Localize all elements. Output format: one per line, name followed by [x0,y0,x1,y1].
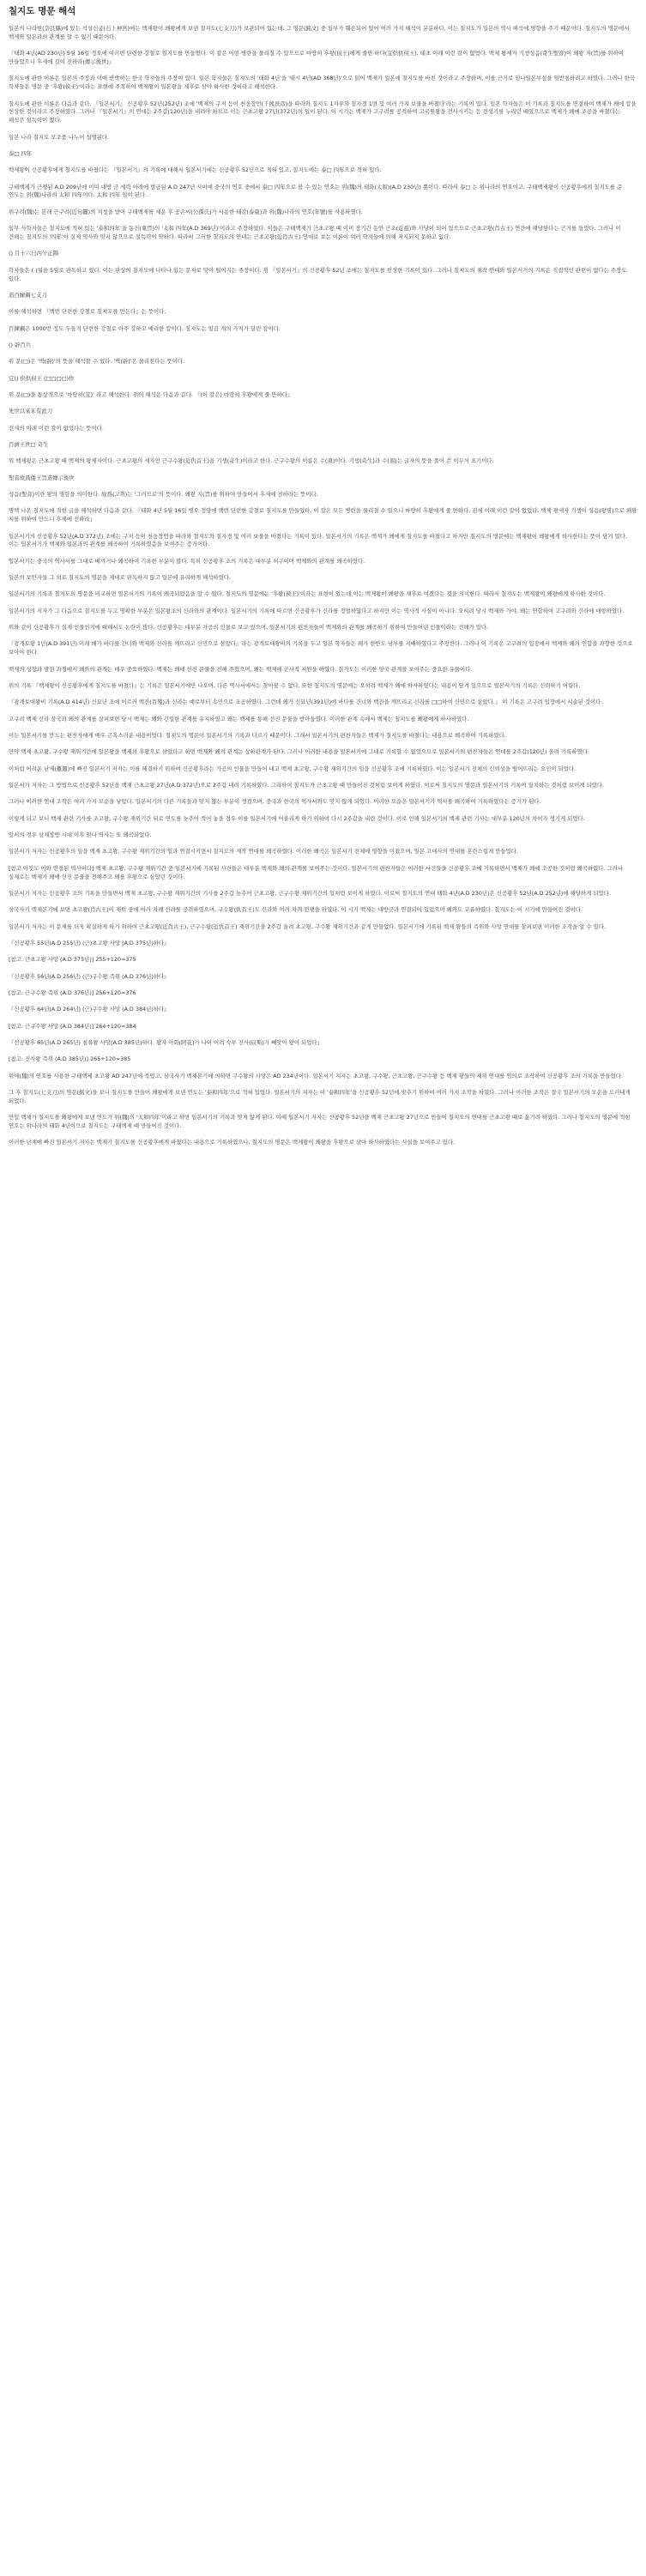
paragraph: [참고: 진사왕 즉위 (A.D 385년)] 265+120=385 [9,1055,131,1063]
paragraph: 고구려 백제 신라 삼국과 왜의 관계를 살펴보면 당시 백제는 왜와 긴밀한 관계를 유지하였고 왜는 백제를 통해 선진 문물을 받아들였다. 이러한 관계 속에서 백제는 칠지도를 왜왕에게 하사하였다. [9,715,469,723]
paragraph: 앞서의 경우 삼제장방 시대 이후 임나 역사는 또 왜곡되었다. [9,831,152,839]
paragraph: 先世以來未有此刀 [9,408,53,415]
paragraph: 위 백제왕은 근초고왕 때 백제의 왕세자이다. 근초고왕의 세자인 근구수왕(近仇首王)을 기생(奇生)이라고 한다. 근구수왕의 이름은 수(須)이다. 기생(奇生)과 수(須)는 글자의 뜻을 풀어 쓴 이두식 표기이다. [9,457,494,465]
paragraph: 이러한 난제에 빠진 일본서기 저자는 백제가 칠지도를 신공황후에게 바쳤다는 내용으로 기록하였으나, 칠지도의 명문은 백제왕이 왜왕을 후왕으로 삼아 하사하였다는 사실을 보여주고 있다. [9,1139,456,1146]
paragraph: 일본서기는 중국의 역사서를 그대로 베끼거나 왜곡하여 기록한 부분이 많다. 특히 신공황후 조의 기록은 대부분 허구이며 백제와의 관계를 왜곡하였다. [9,557,365,565]
paragraph: 이처럼 어려운 난제(難題)에 빠진 일본서기 저자는 이를 해결하기 위하여 신공황후라는 가공의 인물을 만들어 내고 백제 초고왕, 구수왕 재위기간의 일을 신공황후 조에 기록하였다. 이는 일본서기 전체의 신뢰성을 떨어뜨리는 요인이 되었다. [9,765,577,772]
paragraph: 『신공황후 56년(A.D 256년) (근)구수왕 즉위 (A.D 376년)하다』 [9,972,170,980]
article-body [9,25,637,1147]
paragraph: 만약 백제 초고왕, 구수왕 재위기간에 일본왕을 백제의 후왕으로 삼았다고 하면 백제와 왜의 관계는 상하관계가 된다. 그러나 이러한 내용을 일본서기에 그대로 기록할 수 없었으므로 일본서기의 편찬자들은 연대를 2주갑(120년) 올려 기록하였다. [9,748,589,756]
paragraph: 명백 나온 칠지도에 적힌 글을 해석하면 다음과 같다. 『태화 4년 5월 16일 병오 정양에 백번 단련한 강철로 칠지도를 만들었다. 이 칼은 모든 병란을 물리칠 수 있으니 마땅히 후왕에게 줄 만하다. 전세 이래 이런 칼이 없었다. 백제 왕세자 기생이 성음(왕명)으로 왜왕 지를 위하여 만드니 후세에 전하라』 [9,507,637,523]
paragraph: [참고: 근초고왕 사망 (A.D 375년)] 255+120=375 [9,956,136,964]
paragraph: 구태백제가 근쟁된 A.D 209년에 이미 대방 군 세력 아래에 벌금된 A.D 247년 사이에 중국의 연호 중에서 泰□ 四年으로 볼 수 있는 연호는 위(魏)의 태화(太和)(A.D 230년) 뿐이다. 따라서 泰□ 는 위나라의 연호이고, 구태백제왕이 신공황후에게 칠지도를 준 연도는 위(魏)나라의 太和 四年이다. 太和 四年 임이 된다. [9,183,623,199]
paragraph: 이를 해석하면 『백번 단련한 강철로 칠지도를 만든다』는 뜻이다. [9,308,166,316]
paragraph: 이렇게 되고 보니 백제 관련 기사를 조고왕, 구수왕 재위기간 뒤로 연도를 늦추어 적어 놓을 경우 이를 일본서기에 어울리게 하기 위하여 다시 2주갑을 내린 것이다. 이로 인해 일본서기의 백제 관련 기사는 대부분 120년의 차이가 생기게 되었다. [9,814,585,822]
paragraph: 百濟王世□ 奇生 [9,440,49,448]
paragraph: 그러나 이러한 연대 조작은 여러 가지 모순을 낳았다. 일본서기의 다른 기록들과 맞지 않는 부분이 생겼으며, 중국과 한국의 역사서와도 맞지 않게 되었다. 이러한 모순은 일본서기가 역사를 왜곡하여 기록하였다는 증거가 된다. [9,798,541,806]
paragraph: 일본서기의 신공황후 52년(A.D 372년) 조에는 구저 등이 천웅장언을 따라와 칠지도와 칠자경 및 여러 보물을 바쳤다는 기록이 있다. 일본서기의 기록은 백제가 왜에게 칠지도를 바쳤다고 하지만 칠지도의 명문에는 백제왕이 왜왕에게 하사한다는 뜻이 담겨 있다. 이는 일본서기가 백제와 일본과의 관계를 왜곡하여 기록하였음을 보여주는 증거이다. [9,532,627,548]
paragraph: 위구려(魏)는 본래 근구려(近句麗)의 지칭을 받아 구태백제를 세운 후 공손씨(公孫氏)가 사용한 태강(泰康)과 위(魏)나라의 연호(年號)를 사용하였다. [9,208,363,215]
paragraph: () 辟百兵 [9,341,32,348]
paragraph: 그 후 칠지도(七支刀)의 명문(銘文)을 보니 칠지도를 만들어 왜왕에게 보낸 연도는 '泰和四年'으로 적혀 있었다. 일본서기의 저자는 이 '泰和四年'을 신공황후 52년에 맞추기 위하여 여러 가지 조작을 하였다. 그러나 이러한 조작은 결국 일본서기의 모순을 드러내게 되었다. [9,1089,631,1104]
paragraph: 일본의 보안자들 그 외로 칠지도의 명문을 제대로 판독하지 않고 일본에 유리하게 해석하였다. [9,574,231,582]
paragraph: () 月十六日丙午正陽 [9,250,59,257]
paragraph: 위와 같이 신공황후가 실제 인물인지에 대해서도 논란이 많다. 신공황후는 대부분 가공의 인물로 보고 있으며, 일본서기의 편찬자들이 백제와의 관계를 왜곡하기 위하여 만들어낸 인물이라는 견해가 있다. [9,624,489,632]
paragraph: 전세의 이래 이런 칼이 없었다는 뜻이다. [9,424,104,432]
paragraph: 造百練鋼七支刀 [9,291,47,299]
paragraph: 일본서기의 저자가 그 다음으로 칠지도를 두고 명확한 부분은 일본왕조의 신라와의 관계이다. 일본서기의 기록에 따르면 신공황후가 신라를 정벌하였다고 하지만 이는 역사적 사실이 아니다. 오히려 당시 백제와 가야, 왜는 연합하여 고구려와 신라에 대항하였다. [9,607,625,614]
paragraph: [참고: 근구수왕 즉위 (A.D 376년)] 256+120=376 [9,989,136,996]
paragraph: 일부 사학자들은 칠지도에 적혀 있는 '泰和四年'을 동진(東晉)의 '太和 四年(A.D 369년)'이라고 주장하였다. 이들은 구태백제가 근초고왕 때 이미 장기간 동안 근조(近祖)와 사당이 되어 있으므로 근초고왕(肖古王) 연간에 해당한다는 근거를 들었다. 그러나 이 견해는 칠지도의 '四年'이 실제 역사와 맞지 않으므로 설득력이 약하다. 따라서 그러한 칠지도의 연대는 근초고왕(近肖古王) 연대로 보는 이론이 여러 학자들에 의해 지지되지 못하고 있다. [9,225,621,240]
paragraph: 일본서기 저자는 신공황후 조의 기록을 만들면서 백제 초고왕, 구수왕 재위기간의 기사를 2주갑 늦추어 근초고왕, 근구수왕 재위기간의 일처럼 보이게 하였다. 이로써 칠지도의 연대 태화 4년(A.D 230년)은 신공황후 52년(A.D 252년)에 해당하게 되었다. [9,889,611,897]
paragraph: 위 문(□)은 '벽(辟)'의 뜻을 해석할 수 있다. '벽(辟)'은 물리친다는 뜻이다. [9,358,185,366]
paragraph: 일본서기 저자는 이 문제를 더욱 확실하게 하기 위하여 근초고왕(近肖古王), 근구수왕(近仇首王) 재위기간을 2주갑 올려 초고왕, 구수왕 재위기간과 같게 만들었다. 일본서기에 기록된 백제 왕들의 즉위와 사망 연대를 살펴보면 이러한 조작을 알 수 있다. [9,922,607,930]
paragraph: 『신공황후 55년(A.D 255년) (근)초고왕 사망 (A.D 375년)하다』 [9,939,170,946]
paragraph: 위 문(□)을 통상적으로 '마땅히(宜)' 라고 해석한다. 위의 해석은 다음과 같다. 『(이 칼은) 마땅히 후왕에게 줄 만하다』 [9,390,293,398]
paragraph: 칠지도에 관한 이론은 다음과 같다. 『일본서기』 신공황후 52년(252년) 조에 '백제의 구저 등이 천웅장언(千熊長彦)을 따라와 칠지도 1자루와 칠자경 1면 및 여러 가지 보물을 바쳤다'라는 기록이 있다. 일본 학자들은 이 기록과 칠지도를 연결하여 백제가 왜에 칼을 헌상한 것이라고 주장하였다. 그러나 『일본서기』의 연대는 2주갑(120년)을 내려야 하므로 이는 근초고왕 27년(372년)의 일이 된다. 이 시기는 백제가 고구려를 공격하여 고국원왕을 전사시키는 등 전성기를 누리던 때였으므로 백제가 왜에 조공을 바쳤다는 해석은 설득력이 없다. [9,100,637,124]
paragraph: 위의 기록 『백제왕이 신공황후에게 칠지도를 바쳤다』는 기록은 일본서기에만 나오며, 다른 역사서에서는 찾아볼 수 없다. 또한 칠지도의 명문에는 오히려 백제가 왜에 하사하였다는 내용이 담겨 있으므로 일본서기의 기록은 신뢰하기 어렵다. [9,681,581,689]
paragraph: 일본서기 저자는 그 방법으로 신공황후 52년을 백제 근초고왕 27년(A.D 372년)으로 2주갑 내려 기록하였다. 그리하여 칠지도가 근초고왕 때 만들어진 것처럼 보이게 하였다. 이로써 칠지도의 명문과 일본서기의 기록이 일치하는 것처럼 보이게 되었다. [9,782,605,789]
paragraph: 성음(聖音)이란 왕의 명령을 의미한다. 故爲(고위)는 '그러므로'의 뜻이다. 왜왕 지(旨)를 위하여 만들어서 후세에 전하라는 뜻이다. [9,491,318,498]
paragraph: 백제왕이 신공황후에게 칠지도를 바쳤다는 『일본서기』의 기록에 대해서 일본서기에는 신공황후 52년으로 적혀 있고, 칠지도에는 泰□ 四年으로 적혀 있다. [9,166,382,174]
paragraph: 백제의 성장과 발전 과정에서 왜와의 관계는 매우 중요하였다. 백제는 왜에 선진 문물을 전해 주었으며, 왜는 백제에 군사적 지원을 하였다. 칠지도는 이러한 양국 관계를 보여주는 중요한 유물이다. [9,665,473,673]
paragraph: 『태화 4년(AD 230년) 5월 16일 정오에 여러번 단련한 강철로 칠지도를 만들었다. 이 칼은 어떤 병란을 물리칠 수 있으므로 마땅히 후왕(侯王)에게 줄만 하다(宜供供侯王). 태초 이래 이런 칼이 없었다. 백제 왕세자 기생성음(奇生聖音)이 왜왕 지(旨)를 위하여 만들었으니 후세에 길이 전하라(傳示後世)』 [9,50,624,66]
paragraph: 칠지도에 관한 이론은 일본의 주장과 이에 반박하는 한국 학자들의 주장이 있다. 일본 학자들은 칠지도의 '태화 4년'을 '태시 4년(AD 368년)'으로 읽어 백제가 일본에 칠지도를 바친 것이라고 주장하며, 이를 근거로 임나일본부설을 뒷받침하려고 하였다. 그러나 한국 학자들은 명문 중 '후왕(侯王)'이라는 표현에 주목하여 백제왕이 일본왕을 제후로 삼아 하사한 것이라고 해석한다. [9,75,636,91]
paragraph: 『광개토대왕비 기록(A.D 414년) 신묘년 조에 이르러 백잔(百殘)과 신라는 예로부터 속민으로 조공하였다. 그런데 왜가 신묘년(391년)에 바다를 건너와 백잔을 깨뜨리고 신라를 □□하여 신민으로 삼았다.』 이 기록은 고구려 입장에서 서술된 것이다. [9,698,603,706]
paragraph: 일본 나라 칠지도 모조품 나누어 설명된다. [9,133,110,141]
paragraph: 일본서기 저자는 신공황후의 일을 백제 초고왕, 구수왕 재위기간의 일과 연결시키면서 칠지도의 제작 연대를 왜곡하였다. 이러한 왜곡은 일본서기 전체에 영향을 미쳤으며, 일본 고대사의 연대를 혼란스럽게 만들었다. [9,848,518,856]
paragraph: [참고 이것도 이와 연결된 역사이다] 백제 초고왕, 구수왕 재위기간 중 일본서기에 기록된 사건들은 대부분 백제와 왜의 관계를 보여주는 것이다. 일본서기의 편찬자들은 이러한 사건들을 신공황후 조에 기록하면서 백제가 왜에 조공한 것처럼 왜곡하였다. 그러나 실제로는 백제가 왜에 선진 문물을 전해주고 왜를 후왕으로 삼았던 것이다. [9,864,624,880]
paragraph: 泰□ 四年 [9,149,33,157]
paragraph: 『신공황후 64년(A.D 264년) (근)구수왕 사망 (A.D 384년)하다』 [9,1006,170,1013]
paragraph: 이는 일본서기를 만드는 편찬자에게 매우 곤혹스러운 내용이었다. 칠지도의 명문이 일본서기의 기록과 다르기 때문이다. 그래서 일본서기의 편찬자들은 백제가 칠지도를 바쳤다는 내용으로 왜곡하여 기록하였다. [9,732,506,739]
paragraph: 일본서기의 기록과 칠지도의 명문을 비교하면 일본서기의 기록이 왜곡되었음을 알 수 있다. 칠지도의 명문에는 '후왕(侯王)'이라는 표현이 있는데 이는 백제왕이 왜왕을 제후로 여겼다는 것을 의미한다. 따라서 칠지도는 백제왕이 왜왕에게 하사한 것이다. [9,590,606,598]
paragraph: 百鍊鋼은 1000번 정도 두들겨 단련한 강철로 아주 강하고 예리한 칼이다. 칠지도는 일곱 개의 가지가 달린 칼이다. [9,324,281,332]
paragraph: 宜() 供供侯王 (□□□□)作 [9,374,75,382]
paragraph: 『신공황후 65년(A.D 265년) 침류왕 사망(A.D 385년)하다. 왕자 아화(阿花)가 나이 어려 숙부 진사(辰斯)가 빼앗아 왕이 되었다』 [9,1039,323,1047]
paragraph: 학자들은 ( )월을 5월로 판독하고 있다. 이는 판상의 칠지도에 나타나 있는 문자로 맞아 떨어지는 주장이다. 위 『일본서기』의 신공황후 52년 조에는 칠지도를 헌상한 기록이 있다. 그러나 칠지도의 제작 연대와 일본서기의 기록은 직접적인 관련이 없다는 주장도 있다. [9,266,627,282]
paragraph: 삼국사기 백제본기에 보면 초고왕(肖古王)이 재위 중에 여러 차례 신라를 공격하였으며, 구수왕(仇首王)도 신라와 여러 차례 전쟁을 하였다. 이 시기 백제는 대방군과 연결되어 있었으며 왜와도 교류하였다. 칠지도는 이 시기에 만들어진 것이다. [9,906,583,914]
paragraph: 聖音故爲倭王旨造傳示後世 [9,474,75,481]
page-title: 칠지도 명문 해석 [9,6,76,16]
paragraph: [참고: 근구수왕 사망 (A.D 384년)] 264+120=384 [9,1022,136,1030]
paragraph: 만일 백제가 칠지도를 왜왕에게 보낸 연도가 위(魏)의 '太和四年'이라고 하면 일본서기의 기록과 맞지 않게 된다. 이에 일본서기 저자는 신공황후 52년을 백제 근초고왕 27년으로 만들어 칠지도의 연대를 근초고왕 때로 옮기려 하였다. 그러나 칠지도의 명문에 적힌 연호는 위나라의 태화 4년이므로 칠지도는 구태백제 때 만들어진 것이다. [9,1114,631,1130]
paragraph: 일본의 나라현(奈良縣)에 있는 석상신궁(石上神宮)에는 백제왕이 왜왕에게 보낸 칠지도(七支刀)가 보관되어 있는데, 그 명문(銘文) 중 일부가 훼손되어 있어 여러 가지 해석이 분분하다. 이는 칠지도가 일본의 역사 해석에 영향을 주기 때문이다. 칠지도의 명문에서 백제와 일본과의 관계를 알 수 있기 때문이다. [9,25,630,40]
paragraph: 『광개토왕 1년(A.D 391년) 이래 왜가 바다를 건너와 백제와 신라를 깨뜨리고 신민으로 삼았다』라는 광개토대왕비의 기록을 두고 일본 학자들은 왜가 한반도 남부를 지배하였다고 주장한다. 그러나 이 기록은 고구려의 입장에서 백제와 왜의 연합을 과장한 것으로 보아야 한다. [9,640,633,656]
paragraph: 위에(魏)의 연호를 사용한 구태백제 초고왕 AD 247년에 죽었고, 삼국사기 백제본기에 의하면 구수왕의 사망은 AD 234년이다. 일본서기 저자는 초고왕, 구수왕, 근초고왕, 근구수왕 등 백제 왕들의 재위 연대를 임의로 조작하여 신공황후 조의 기록을 만들었다. [9,1072,623,1079]
